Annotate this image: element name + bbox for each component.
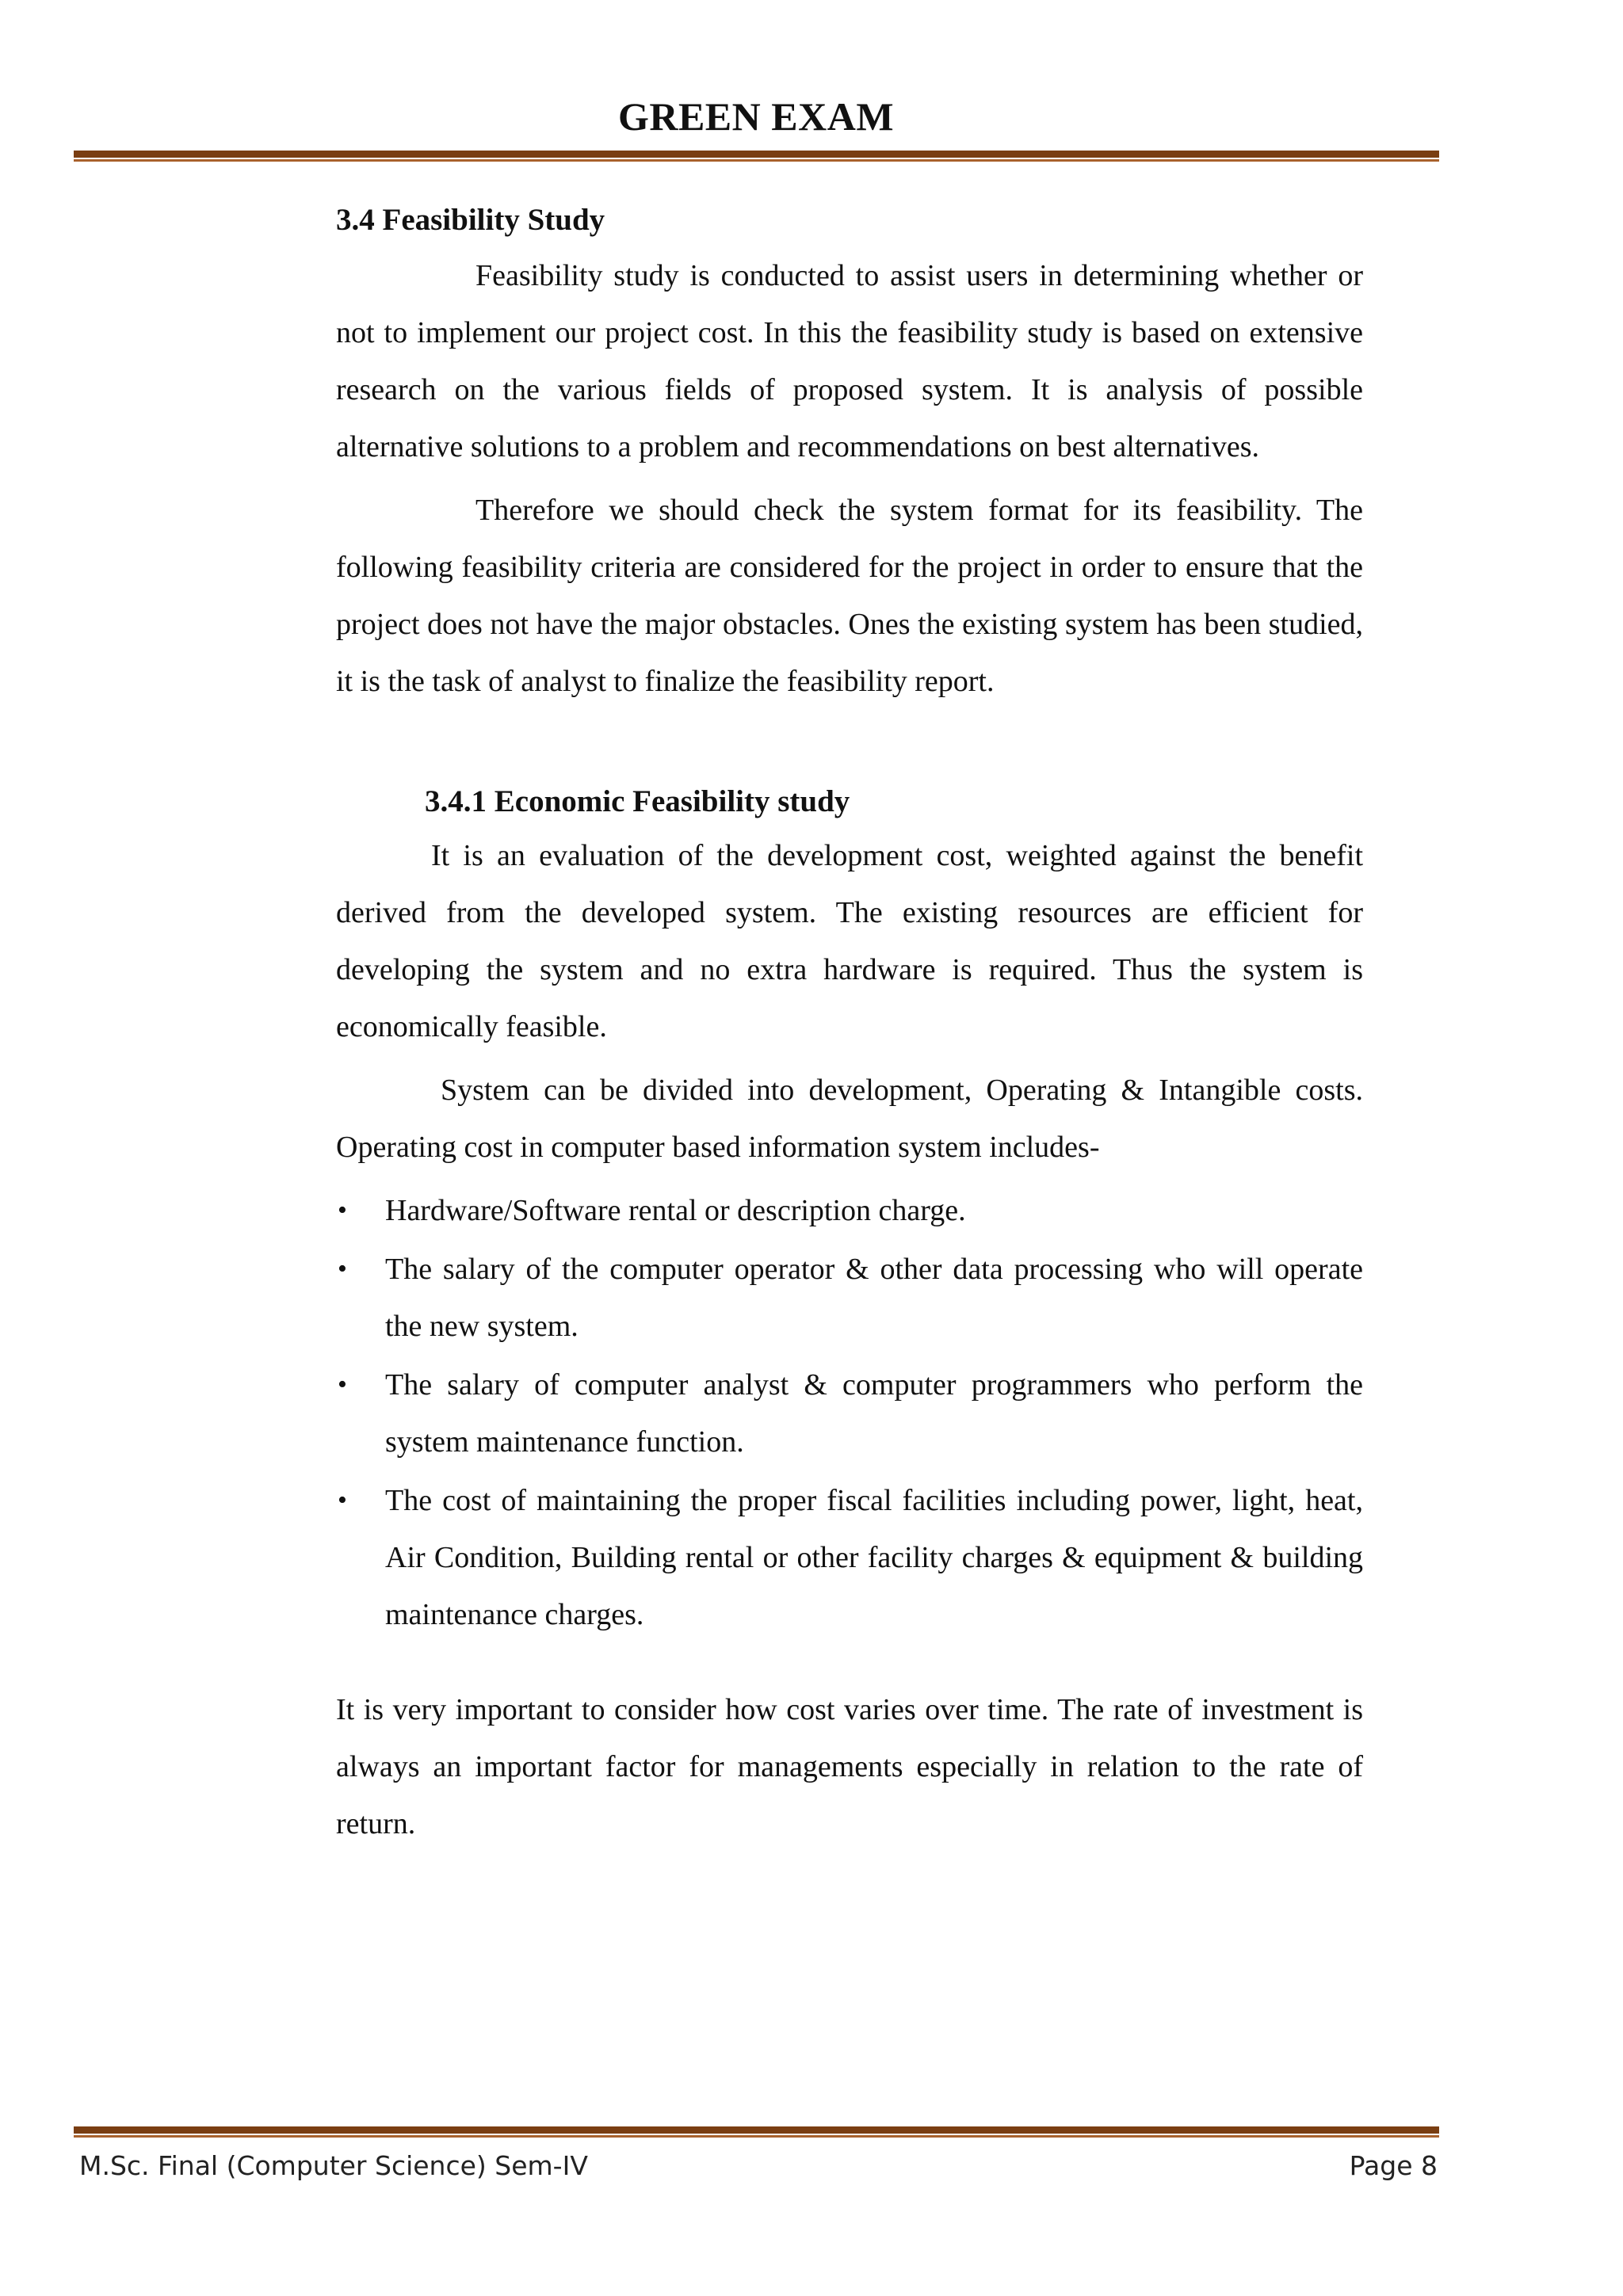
page-header-title: GREEN EXAM — [617, 94, 895, 139]
list-item-text: Hardware/Software rental or description charge. — [385, 1194, 966, 1227]
footer-divider-thick — [74, 2126, 1439, 2134]
subsection-heading: 3.4.1 Economic Feasibility study — [425, 784, 850, 818]
subsection-paragraph-1: It is an evaluation of the development cost, weighted against the benefit derived from the developed system. The existing resources are efficient for developing the system and no extra hardware is required. Thus the system is economically feasible. — [336, 839, 1363, 1043]
header-divider — [74, 151, 1439, 162]
section-heading: 3.4 Feasibility Study — [336, 203, 605, 237]
bullet-icon: • — [338, 1370, 347, 1399]
bullet-icon: • — [338, 1486, 347, 1515]
page-footer — [79, 2150, 1438, 2181]
section-paragraph-2: Therefore we should check the system format for its feasibility. The following feasibility criteria are considered for the project in order to ensure that the project does not have the major obstacles. Ones the existing system has been studied, it is the task of analyst to finalize the feasibility report. — [336, 494, 1363, 698]
list-item — [336, 1241, 1363, 1355]
footer-page-number: Page 8 — [1349, 2150, 1438, 2181]
header-divider-thin — [74, 159, 1439, 162]
list-item-text: The cost of maintaining the proper fiscal facilities including power, light, heat, Air Condition, Building rental or other facility charges & equipment & building maintenance charges. — [385, 1484, 1363, 1631]
closing-paragraph: It is very important to consider how cost varies over time. The rate of investment is always an important factor for managements especially in relation to the rate of return. — [336, 1693, 1363, 1840]
list-item — [336, 1182, 1363, 1239]
subsection-paragraph-2: System can be divided into development, Operating & Intangible costs. Operating cost in computer based information system includes- — [336, 1074, 1363, 1164]
footer-divider-thin — [74, 2135, 1439, 2138]
header-divider-thick — [74, 151, 1439, 158]
operating-cost-list — [336, 1182, 1363, 1643]
list-item-text: The salary of the computer operator & other data processing who will operate the new system. — [385, 1253, 1363, 1343]
list-item-text: The salary of computer analyst & computer programmers who perform the system maintenance function. — [385, 1368, 1363, 1459]
section-paragraph-1: Feasibility study is conducted to assist users in determining whether or not to implement our project cost. In this the feasibility study is based on extensive research on the various fields of proposed system. It is analysis of possible alternative solutions to a problem and recommendations on best alternatives. — [336, 259, 1363, 463]
footer-course: M.Sc. Final (Computer Science) Sem-IV — [79, 2150, 588, 2181]
bullet-icon: • — [338, 1196, 347, 1225]
page-body — [336, 198, 1363, 1859]
list-item — [336, 1356, 1363, 1470]
footer-divider — [74, 2126, 1439, 2138]
list-item — [336, 1472, 1363, 1643]
bullet-icon: • — [338, 1254, 347, 1283]
